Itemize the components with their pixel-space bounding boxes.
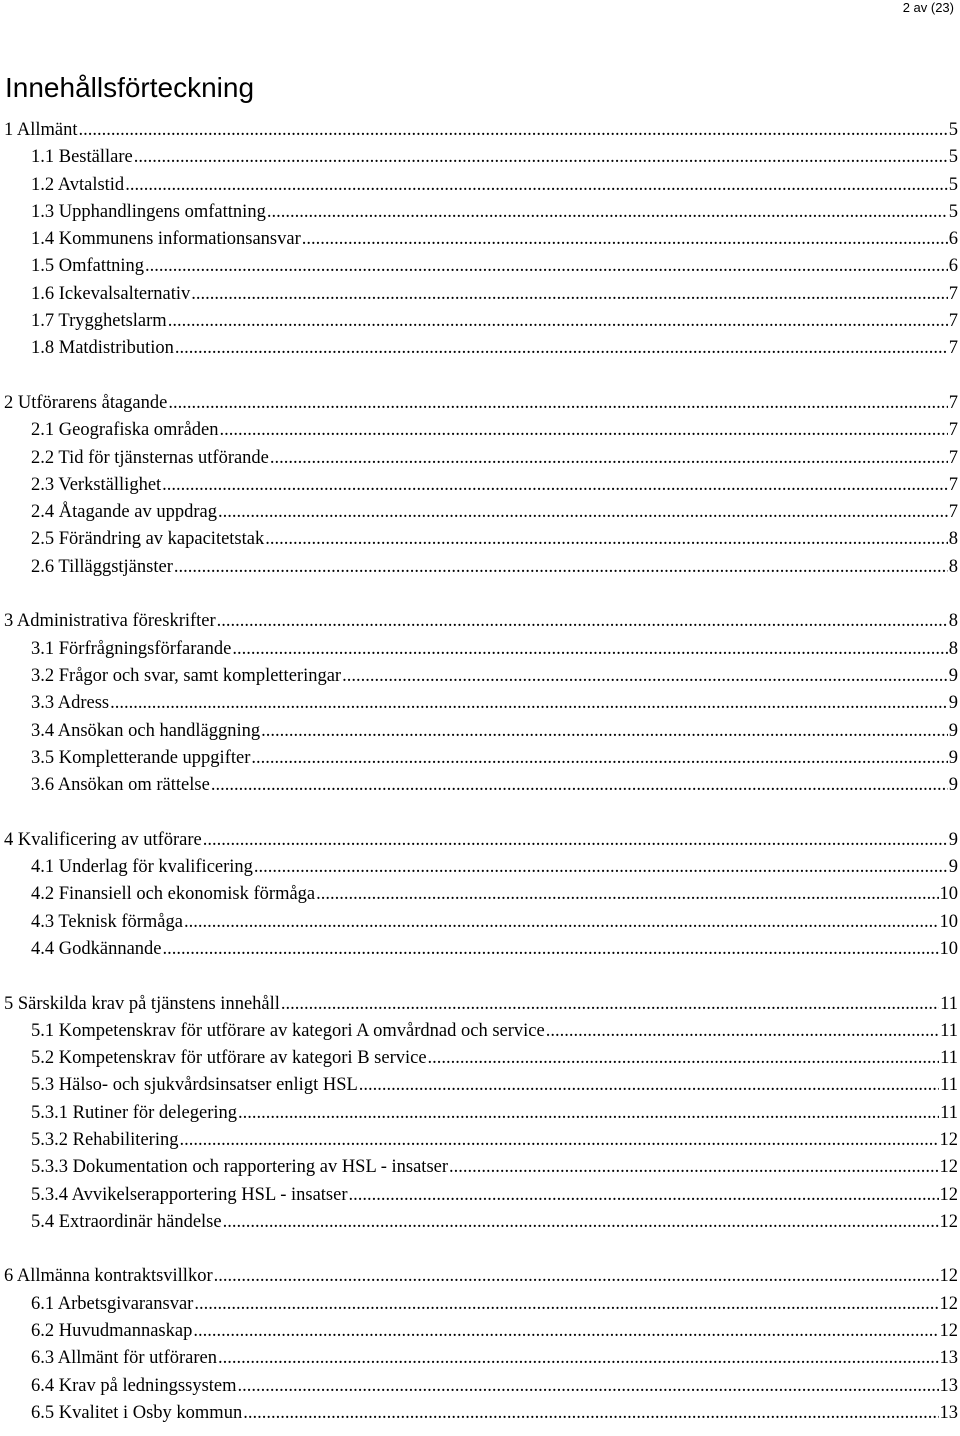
toc-entry-label: 5.3.2 Rehabilitering (31, 1129, 179, 1150)
toc-entry-page: 11 (940, 1048, 958, 1069)
toc-entry-page: 12 (939, 1266, 958, 1287)
toc-entry-page: 8 (948, 638, 958, 659)
toc-entry[interactable] (4, 390, 958, 417)
toc-entry-page: 13 (939, 1402, 958, 1423)
toc-entry-label: 2.3 Verkställighet (31, 474, 162, 495)
toc-entry[interactable] (4, 936, 958, 963)
toc-entry-page: 13 (939, 1375, 958, 1396)
toc-entry-label: 1.8 Matdistribution (31, 338, 174, 359)
toc-entry-label: 6.5 Kvalitet i Osby kommun (31, 1402, 243, 1423)
toc-entry[interactable] (4, 690, 958, 717)
toc-dot-leader (184, 909, 939, 936)
toc-entry-page: 5 (948, 120, 958, 140)
toc-dot-leader (342, 663, 948, 690)
toc-entry-page: 9 (948, 857, 958, 878)
toc-entry[interactable] (4, 636, 958, 663)
toc-entry-label: 5.1 Kompetenskrav för utförare av kategori A omvårdnad och service (31, 1020, 545, 1041)
toc-entry[interactable] (4, 1373, 958, 1400)
toc-entry-label: 6 Allmänna kontraktsvillkor (4, 1266, 213, 1287)
toc-dot-leader (428, 1045, 940, 1072)
toc-dot-leader (238, 1373, 939, 1400)
toc-entry[interactable] (4, 854, 958, 881)
toc-entry-page: 5 (948, 174, 958, 195)
toc-entry-page: 9 (948, 775, 958, 796)
toc-entry-label: 1.7 Trygghetslarm (31, 311, 167, 332)
toc-entry[interactable] (4, 909, 958, 936)
toc-entry-page: 7 (948, 338, 958, 359)
toc-entry[interactable] (4, 308, 958, 335)
toc-dot-leader (174, 554, 948, 581)
toc-entry[interactable] (4, 253, 958, 280)
toc-dot-leader (218, 499, 948, 526)
toc-entry-label: 4.2 Finansiell och ekonomisk förmåga (31, 884, 316, 905)
toc-entry-page: 8 (948, 556, 958, 577)
toc-dot-leader (254, 854, 948, 881)
toc-entry-label: 2.1 Geografiska områden (31, 420, 219, 441)
toc-entry[interactable] (4, 417, 958, 444)
toc-entry[interactable] (4, 663, 958, 690)
toc-entry[interactable] (4, 445, 958, 472)
toc-dot-leader (267, 199, 948, 226)
toc-dot-leader (203, 827, 948, 854)
toc-dot-leader (546, 1018, 939, 1045)
toc-entry[interactable] (4, 1263, 958, 1290)
toc-entry-label: 6.2 Huvudmannaskap (31, 1321, 193, 1342)
toc-entry[interactable] (4, 1127, 958, 1154)
toc-entry-page: 12 (939, 1293, 958, 1314)
toc-dot-leader (270, 445, 948, 472)
toc-entry-page: 8 (948, 529, 958, 550)
toc-entry-label: 5.3.1 Rutiner för delegering (31, 1102, 238, 1123)
toc-entry-label: 2.6 Tilläggstjänster (31, 556, 173, 577)
toc-entry-label: 3.1 Förfrågningsförfarande (31, 638, 232, 659)
toc-dot-leader (261, 718, 948, 745)
toc-entry-page: 11 (940, 993, 958, 1014)
toc-entry-page: 6 (948, 256, 958, 277)
toc-dot-leader (281, 991, 939, 1018)
toc-entry-page: 7 (948, 420, 958, 441)
toc-entry-page: 12 (939, 1321, 958, 1342)
toc-entry-label: 3.6 Ansökan om rättelse (31, 775, 210, 796)
toc-dot-leader (194, 1291, 938, 1318)
toc-dot-leader (79, 117, 948, 144)
toc-entry[interactable] (4, 1045, 958, 1072)
toc-entry-label: 4 Kvalificering av utförare (4, 829, 202, 850)
toc-entry-page: 7 (948, 392, 958, 413)
toc-entry-page: 10 (939, 911, 958, 932)
toc-entry-label: 4.4 Godkännande (31, 938, 162, 959)
toc-entry-label: 3.3 Adress (31, 693, 110, 714)
toc-entry-page: 13 (939, 1348, 958, 1369)
toc-entry-page: 8 (948, 611, 958, 632)
toc-entry-label: 6.1 Arbetsgivaransvar (31, 1293, 194, 1314)
toc-dot-leader (125, 172, 948, 199)
toc-entry-page: 6 (948, 229, 958, 250)
toc-entry[interactable] (4, 199, 958, 226)
toc-dot-leader (359, 1072, 939, 1099)
toc-dot-leader (214, 1263, 939, 1290)
toc-entry[interactable] (4, 1018, 958, 1045)
toc-dot-leader (251, 745, 947, 772)
toc-entry[interactable] (4, 745, 958, 772)
toc-entry-label: 1.4 Kommunens informationsansvar (31, 229, 301, 250)
toc-dot-leader (349, 1182, 939, 1209)
toc-dot-leader (316, 881, 938, 908)
toc-dot-leader (238, 1100, 939, 1127)
toc-dot-leader (243, 1400, 938, 1427)
toc-dot-leader (145, 253, 948, 280)
toc-dot-leader (218, 1345, 939, 1372)
toc-entry[interactable] (4, 1182, 958, 1209)
toc-dot-leader (175, 335, 948, 362)
toc-dot-leader (302, 226, 948, 253)
toc-dot-leader (162, 472, 948, 499)
toc-entry[interactable] (4, 1072, 958, 1099)
toc-entry[interactable] (4, 117, 958, 144)
toc-entry-page: 11 (940, 1020, 958, 1041)
toc-entry-label: 1.6 Ickevalsalternativ (31, 283, 191, 304)
toc-dot-leader (191, 281, 948, 308)
toc-entry[interactable] (4, 335, 958, 362)
toc-entry-label: 3 Administrativa föreskrifter (4, 611, 216, 632)
toc-entry[interactable] (4, 499, 958, 526)
toc-entry-label: 1.5 Omfattning (31, 256, 145, 277)
toc-entry-page: 9 (948, 747, 958, 768)
toc-entry-page: 12 (939, 1157, 958, 1178)
toc-dot-leader (168, 308, 948, 335)
toc-entry[interactable] (4, 1345, 958, 1372)
toc-entry[interactable] (4, 1400, 958, 1427)
toc-entry[interactable] (4, 718, 958, 745)
toc-entry[interactable] (4, 772, 958, 799)
toc-entry-label: 1.3 Upphandlingens omfattning (31, 201, 266, 222)
toc-entry-label: 2.5 Förändring av kapacitetstak (31, 529, 265, 550)
toc-entry-label: 5.4 Extraordinär händelse (31, 1211, 222, 1232)
toc-entry-label: 2.2 Tid för tjänsternas utförande (31, 447, 269, 468)
page-title: Innehållsförteckning (5, 72, 255, 103)
toc-entry[interactable] (4, 554, 958, 581)
toc-dot-leader (134, 144, 948, 171)
toc-entry-page: 7 (948, 311, 958, 332)
toc-dot-leader (449, 1154, 938, 1181)
toc-entry-page: 11 (940, 1102, 958, 1123)
toc-entry-page: 12 (939, 1129, 958, 1150)
toc-entry-page: 10 (939, 884, 958, 905)
toc-entry-label: 3.4 Ansökan och handläggning (31, 720, 261, 741)
toc-entry[interactable] (4, 281, 958, 308)
toc-entry[interactable] (4, 1318, 958, 1345)
toc-entry-label: 5 Särskilda krav på tjänstens innehåll (4, 993, 280, 1014)
toc-dot-leader (179, 1127, 938, 1154)
toc-entry[interactable] (4, 991, 958, 1018)
toc-entry-label: 5.3.3 Dokumentation och rapportering av HSL - insatser (31, 1157, 449, 1178)
toc-entry[interactable] (4, 827, 958, 854)
toc-entry-label: 4.3 Teknisk förmåga (31, 911, 183, 932)
toc-dot-leader (223, 1209, 939, 1236)
toc-entry-label: 3.2 Frågor och svar, samt kompletteringar (31, 665, 342, 686)
toc-entry-page: 7 (948, 447, 958, 468)
toc-dot-leader (110, 690, 948, 717)
toc-entry-label: 2.4 Åtagande av uppdrag (31, 502, 217, 523)
toc-entry-label: 5.2 Kompetenskrav för utförare av kategori B service (31, 1048, 427, 1069)
toc-entry-label: 4.1 Underlag för kvalificering (31, 857, 253, 878)
toc-entry[interactable] (4, 526, 958, 553)
toc-entry[interactable] (4, 608, 958, 635)
table-of-contents (4, 117, 958, 1427)
toc-dot-leader (217, 608, 948, 635)
toc-dot-leader (168, 390, 947, 417)
toc-entry-label: 1.1 Beställare (31, 147, 133, 168)
toc-entry-label: 6.4 Krav på ledningssystem (31, 1375, 237, 1396)
toc-entry-page: 7 (948, 474, 958, 495)
toc-entry-page: 5 (948, 201, 958, 222)
toc-dot-leader (220, 417, 948, 444)
toc-entry[interactable] (4, 172, 958, 199)
toc-entry-label: 1.2 Avtalstid (31, 174, 125, 195)
toc-entry-page: 9 (948, 665, 958, 686)
toc-entry-page: 9 (948, 720, 958, 741)
toc-entry-page: 7 (948, 502, 958, 523)
toc-entry-label: 2 Utförarens åtagande (4, 392, 168, 413)
toc-entry-page: 5 (948, 147, 958, 168)
toc-entry-page: 11 (940, 1075, 958, 1096)
toc-entry-page: 9 (948, 693, 958, 714)
toc-dot-leader (193, 1318, 938, 1345)
toc-entry-page: 12 (939, 1211, 958, 1232)
toc-entry[interactable] (4, 881, 958, 908)
toc-dot-leader (163, 936, 939, 963)
toc-entry-label: 3.5 Kompletterande uppgifter (31, 747, 251, 768)
toc-entry[interactable] (4, 1209, 958, 1236)
toc-dot-leader (211, 772, 948, 799)
toc-entry-label: 5.3 Hälso- och sjukvårdsinsatser enligt HSL (31, 1075, 358, 1096)
toc-entry[interactable] (4, 226, 958, 253)
toc-entry[interactable] (4, 1291, 958, 1318)
toc-entry-page: 10 (939, 938, 958, 959)
page-indicator: 2 av (23) (902, 0, 954, 15)
toc-dot-leader (265, 526, 948, 553)
toc-entry-page: 12 (939, 1184, 958, 1205)
toc-entry-page: 9 (948, 829, 958, 850)
toc-entry[interactable] (4, 1100, 958, 1127)
toc-dot-leader (232, 636, 947, 663)
toc-entry[interactable] (4, 1154, 958, 1181)
toc-entry-page: 7 (948, 283, 958, 304)
toc-entry[interactable] (4, 472, 958, 499)
toc-entry-label: 6.3 Allmänt för utföraren (31, 1348, 217, 1369)
toc-entry-label: 5.3.4 Avvikelserapportering HSL - insatser (31, 1184, 348, 1205)
toc-entry[interactable] (4, 144, 958, 171)
toc-entry-label: 1 Allmänt (4, 120, 78, 140)
